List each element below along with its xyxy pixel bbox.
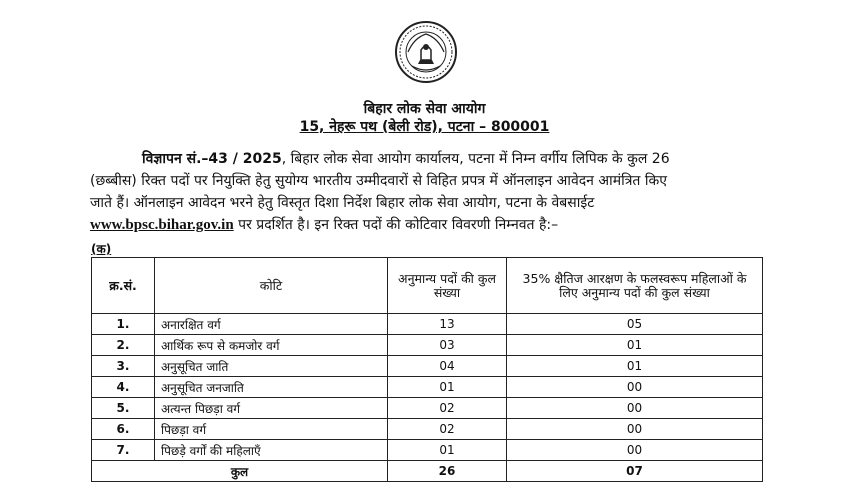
row-women-posts: 01 <box>507 356 763 377</box>
table-row <box>92 356 763 377</box>
organization-address <box>0 117 849 136</box>
table-row <box>92 377 763 398</box>
table-header-row <box>92 258 763 314</box>
table-row <box>92 335 763 356</box>
row-women-posts: 00 <box>507 377 763 398</box>
organization-name: बिहार लोक सेवा आयोग <box>363 101 486 117</box>
row-women-posts: 01 <box>507 335 763 356</box>
row-sno: 2. <box>92 335 155 356</box>
row-sno: 1. <box>92 314 155 335</box>
row-women-posts: 00 <box>507 419 763 440</box>
row-category: आर्थिक रूप से कमजोर वर्ग <box>155 335 388 356</box>
section-label <box>91 240 111 257</box>
vacancy-table <box>91 257 763 482</box>
row-sno: 3. <box>92 356 155 377</box>
row-total-posts: 01 <box>388 440 507 461</box>
table-row <box>92 314 763 335</box>
row-women-posts: 00 <box>507 440 763 461</box>
row-category: अनारक्षित वर्ग <box>155 314 388 335</box>
advertisement-paragraph <box>90 148 780 236</box>
total-label: कुल <box>92 461 388 482</box>
row-category: अनुसूचित जाति <box>155 356 388 377</box>
advertisement-number: विज्ञापन सं.–43 / 2025 <box>142 151 282 167</box>
row-women-posts: 00 <box>507 398 763 419</box>
row-total-posts: 13 <box>388 314 507 335</box>
table-row <box>92 419 763 440</box>
intro-line-3: जाते हैं। ऑनलाइन आवेदन भरने हेतु विस्तृत दिशा निर्देश बिहार लोक सेवा आयोग, पटना के वेबसाईट <box>90 195 595 211</box>
total-women-value: 07 <box>507 461 763 482</box>
header-category: कोटि <box>155 258 388 314</box>
row-sno: 5. <box>92 398 155 419</box>
intro-line-1 <box>90 148 780 170</box>
website-link[interactable]: www.bpsc.bihar.gov.in <box>90 217 234 233</box>
table-row <box>92 440 763 461</box>
address-text: 15, नेहरू पथ (बेली रोड), पटना – 800001 <box>299 119 550 135</box>
row-total-posts: 04 <box>388 356 507 377</box>
row-total-posts: 01 <box>388 377 507 398</box>
intro-line-1-text: , बिहार लोक सेवा आयोग कार्यालय, पटना में निम्न वर्गीय लिपिक के कुल 26 <box>281 151 670 167</box>
row-sno: 4. <box>92 377 155 398</box>
row-sno: 7. <box>92 440 155 461</box>
section-label-text: (क) <box>91 242 112 256</box>
row-women-posts: 05 <box>507 314 763 335</box>
row-sno: 6. <box>92 419 155 440</box>
row-total-posts: 02 <box>388 419 507 440</box>
row-total-posts: 03 <box>388 335 507 356</box>
total-posts-value: 26 <box>388 461 507 482</box>
row-category: पिछड़े वर्गों की महिलाएँ <box>155 440 388 461</box>
header-women-posts: 35% क्षैतिज आरक्षण के फलस्वरूप महिलाओं के लिए अनुमान्य पदों की कुल संख्या <box>507 258 763 314</box>
table-row <box>92 398 763 419</box>
row-category: अनुसूचित जनजाति <box>155 377 388 398</box>
table-total-row <box>92 461 763 482</box>
bihar-seal-emblem <box>394 20 458 84</box>
intro-line-4 <box>90 214 780 236</box>
row-total-posts: 02 <box>388 398 507 419</box>
row-category: पिछड़ा वर्ग <box>155 419 388 440</box>
header-total-posts: अनुमान्य पदों की कुल संख्या <box>388 258 507 314</box>
intro-line-4-text: पर प्रदर्शित है। इन रिक्त पदों की कोटिवार विवरणी निम्नवत है:– <box>233 217 559 233</box>
header-sno: क्र.सं. <box>92 258 155 314</box>
intro-line-2: (छब्बीस) रिक्त पदों पर नियुक्ति हेतु सुयोग्य भारतीय उम्मीदवारों से विहित प्रपत्र में ऑनलाइन आवेदन आमंत्रित किए <box>90 173 667 189</box>
row-category: अत्यन्त पिछड़ा वर्ग <box>155 398 388 419</box>
